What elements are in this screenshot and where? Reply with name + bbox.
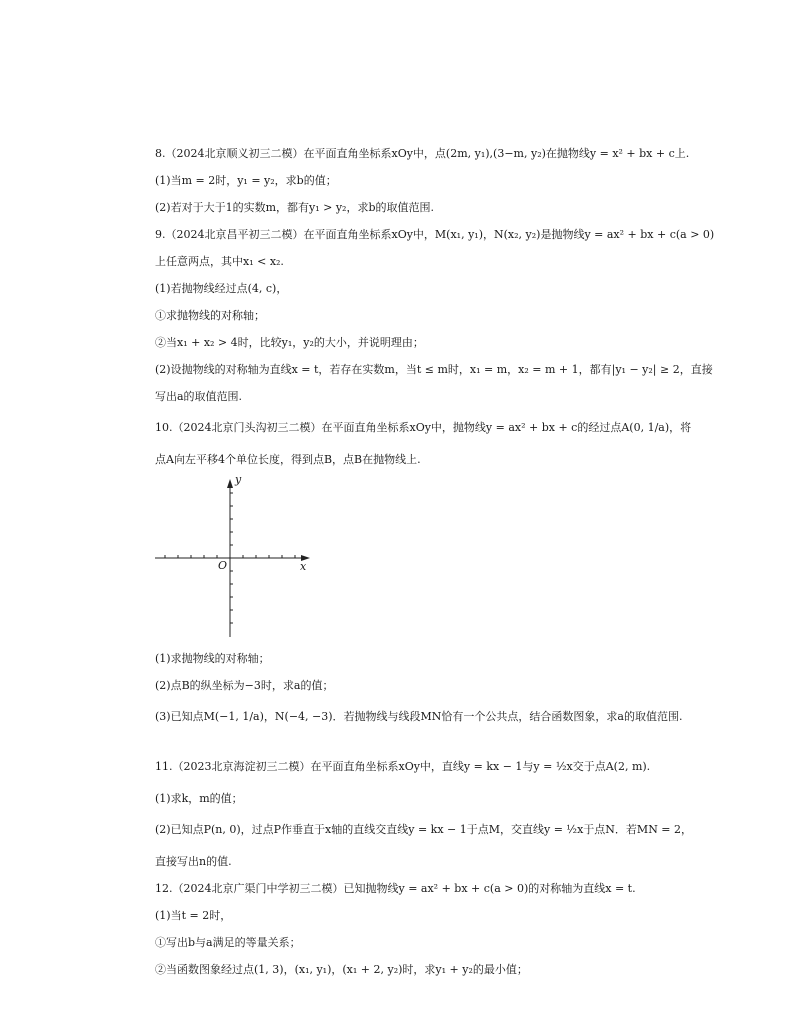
problem-12 <box>155 875 725 983</box>
problem-8 <box>155 140 725 221</box>
problem-11-part-2: (2)已知点P(n, 0)，过点P作垂直于x轴的直线交直线y = kx − 1于点M，交直线y = ½x于点N．若MN = 2， <box>155 823 693 836</box>
problem-11-part-1: (1)求k，m的值； <box>155 792 243 805</box>
problem-12-part-1-a: ①写出b与a满足的等量关系； <box>155 936 301 949</box>
problem-10-statement-cont: 点A向左平移4个单位长度，得到点B，点B在抛物线上. <box>155 453 421 466</box>
problem-9-statement-cont: 上任意两点，其中x₁ < x₂. <box>155 255 284 268</box>
problem-11 <box>155 749 725 875</box>
problem-9-part-1: (1)若抛物线经过点(4, c)， <box>155 282 288 295</box>
problem-10-part-1: (1)求抛物线的对称轴； <box>155 652 270 665</box>
problem-10-part-2: (2)点B的纵坐标为−3时，求a的值； <box>155 679 334 692</box>
problem-12-statement: 12.（2024北京广渠门中学初三二模）已知抛物线y = ax² + bx + c(a > 0)的对称轴为直线x = t. <box>155 882 636 895</box>
x-axis-label: x <box>300 560 307 573</box>
problem-12-part-1: (1)当t = 2时， <box>155 909 232 922</box>
y-axis-label: y <box>235 473 242 486</box>
problem-12-part-1-b: ②当函数图象经过点(1, 3)，(x₁, y₁)，(x₁ + 2, y₂)时，求y₁ + y₂的最小值； <box>155 963 528 976</box>
problem-11-statement: 11.（2023北京海淀初三二模）在平面直角坐标系xOy中，直线y = kx − 1与y = ½x交于点A(2, m). <box>155 760 651 773</box>
coordinate-axes-figure <box>155 473 315 637</box>
problem-10-statement: 10.（2024北京门头沟初三二模）在平面直角坐标系xOy中，抛物线y = ax² + bx + c的经过点A(0, 1/a)，将 <box>155 421 692 434</box>
problem-10 <box>155 410 725 735</box>
document-page <box>155 140 725 983</box>
problem-9-part-1-b: ②当x₁ + x₂ > 4时，比较y₁，y₂的大小，并说明理由； <box>155 336 424 349</box>
problem-8-part-1: (1)当m = 2时，y₁ = y₂，求b的值； <box>155 174 337 187</box>
problem-9-part-1-a: ①求抛物线的对称轴； <box>155 309 265 322</box>
origin-label: O <box>218 559 228 572</box>
problem-10-part-3: (3)已知点M(−1, 1/a)，N(−4, −3)．若抛物线与线段MN恰有一个公共点，结合函数图象，求a的取值范围. <box>155 710 683 723</box>
problem-9-part-2-cont: 写出a的取值范围. <box>155 390 243 403</box>
problem-9 <box>155 221 725 410</box>
axes-svg <box>155 477 315 637</box>
problem-9-statement: 9.（2024北京昌平初三二模）在平面直角坐标系xOy中，M(x₁, y₁)，N(x₂, y₂)是抛物线y = ax² + bx + c(a > 0) <box>155 228 715 241</box>
problem-8-statement: 8.（2024北京顺义初三二模）在平面直角坐标系xOy中，点(2m, y₁),(3−m, y₂)在抛物线y = x² + bx + c上. <box>155 147 690 160</box>
problem-9-part-2: (2)设抛物线的对称轴为直线x = t，若存在实数m，当t ≤ m时，x₁ = m，x₂ = m + 1，都有|y₁ − y₂| ≥ 2，直接 <box>155 363 713 376</box>
y-axis-arrow <box>227 479 233 488</box>
problem-11-part-2-cont: 直接写出n的值. <box>155 855 232 868</box>
problem-8-part-2: (2)若对于大于1的实数m，都有y₁ > y₂，求b的取值范围. <box>155 201 435 214</box>
